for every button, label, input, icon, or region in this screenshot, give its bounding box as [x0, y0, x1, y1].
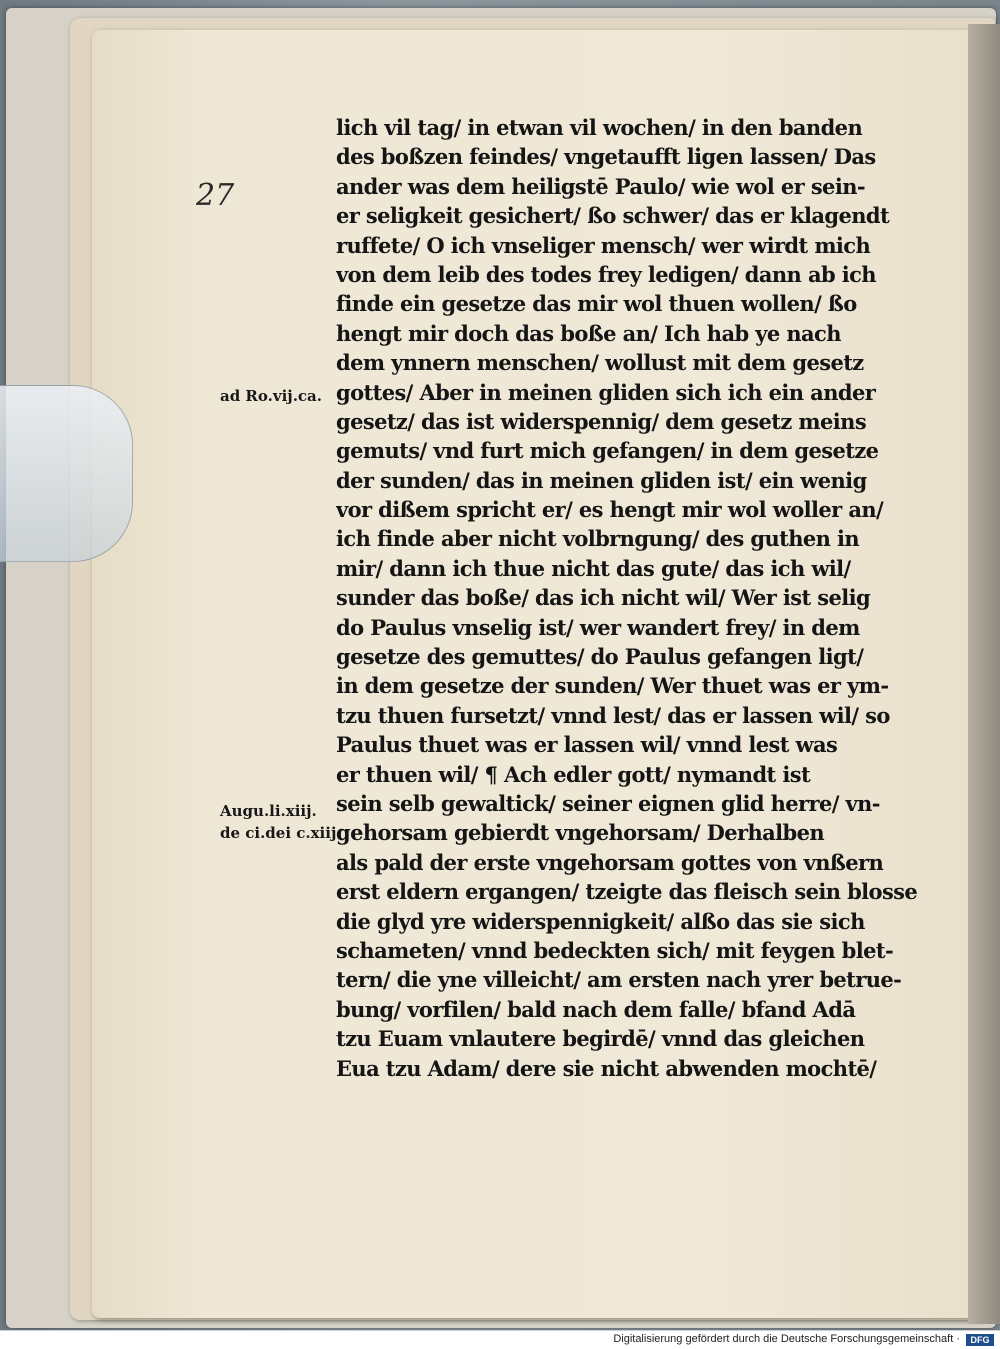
text-line: tern/ die yne villeicht/ am ersten nach yrer betrue-: [336, 967, 902, 993]
text-line: gesetz/ das ist widerspennig/ dem gesetz meins: [336, 408, 867, 434]
plastic-clip: [0, 385, 133, 562]
margin-gloss-line: de ci.dei c.xiij: [220, 824, 337, 842]
text-line: die glyd yre widerspennigkeit/ alßo das sie sich: [336, 908, 865, 934]
text-line: ich finde aber nicht volbrngung/ des guthen in: [336, 526, 860, 552]
footer-credit: Digitalisierung gefördert durch die Deutsche Forschungsgemeinschaft ·: [613, 1333, 960, 1345]
text-line: in dem gesetze der sunden/ Wer thuet was er ym-: [336, 673, 889, 699]
footer-bar: [0, 1330, 1000, 1349]
text-line: ruffete/ O ich vnseliger mensch/ wer wirdt mich: [336, 232, 871, 258]
text-line: do Paulus vnselig ist/ wer wandert frey/ in dem: [336, 614, 860, 640]
text-line: ander was dem heiligstē Paulo/ wie wol er sein-: [336, 173, 865, 199]
text-line: bung/ vorfilen/ bald nach dem falle/ bfand Adā: [336, 996, 856, 1022]
margin-gloss-augustine: [220, 800, 336, 844]
text-line: tzu thuen fursetzt/ vnnd lest/ das er lassen wil/ so: [336, 702, 890, 728]
handwritten-page-number: 27: [196, 178, 235, 213]
text-line: gesetze des gemuttes/ do Paulus gefangen ligt/: [336, 644, 864, 670]
text-line: als pald der erste vngehorsam gottes von vnßern: [336, 849, 884, 875]
text-line: hengt mir doch das boße an/ Ich hab ye nach: [336, 320, 841, 346]
text-line: er thuen wil/ ¶ Ach edler gott/ nymandt ist: [336, 761, 811, 787]
margin-gloss-romans: ad Ro.vij.ca.: [220, 387, 322, 405]
text-line: sunder das boße/ das ich nicht wil/ Wer ist selig: [336, 585, 871, 611]
text-line: gottes/ Aber in meinen gliden sich ich ein ander: [336, 379, 876, 405]
text-line: dem ynnern menschen/ wollust mit dem gesetz: [336, 350, 864, 376]
binding-edge: [968, 24, 1000, 1324]
body-text: [336, 113, 924, 1083]
text-line: tzu Euam vnlautere begirdē/ vnnd das gleichen: [336, 1026, 865, 1052]
text-line: finde ein gesetze das mir wol thuen wollen/ ßo: [336, 291, 857, 317]
text-line: vor dißem spricht er/ es hengt mir wol woller an/: [336, 497, 884, 523]
text-line: er seligkeit gesichert/ ßo schwer/ das er klagendt: [336, 203, 890, 229]
dfg-logo: DFG: [966, 1334, 994, 1346]
margin-gloss-line: Augu.li.xiij.: [220, 802, 317, 820]
text-line: schameten/ vnnd bedeckten sich/ mit feygen blet-: [336, 937, 894, 963]
text-line: der sunden/ das in meinen gliden ist/ ein wenig: [336, 467, 867, 493]
text-line: des boßzen feindes/ vngetaufft ligen lassen/ Das: [336, 144, 876, 170]
text-line: sein selb gewaltick/ seiner eignen glid herre/ vn-: [336, 790, 880, 816]
text-line: Paulus thuet was er lassen wil/ vnnd lest was: [336, 732, 838, 758]
text-line: mir/ dann ich thue nicht das gute/ das ich wil/: [336, 555, 851, 581]
text-line: von dem leib des todes frey ledigen/ dann ab ich: [336, 261, 876, 287]
text-line: Eua tzu Adam/ dere sie nicht abwenden mochtē/: [336, 1055, 877, 1081]
text-line: erst eldern ergangen/ tzeigte das fleisch sein blosse: [336, 879, 918, 905]
text-line: gehorsam gebierdt vngehorsam/ Derhalben: [336, 820, 825, 846]
text-line: gemuts/ vnd furt mich gefangen/ in dem gesetze: [336, 438, 879, 464]
text-line: lich vil tag/ in etwan vil wochen/ in den banden: [336, 115, 863, 140]
